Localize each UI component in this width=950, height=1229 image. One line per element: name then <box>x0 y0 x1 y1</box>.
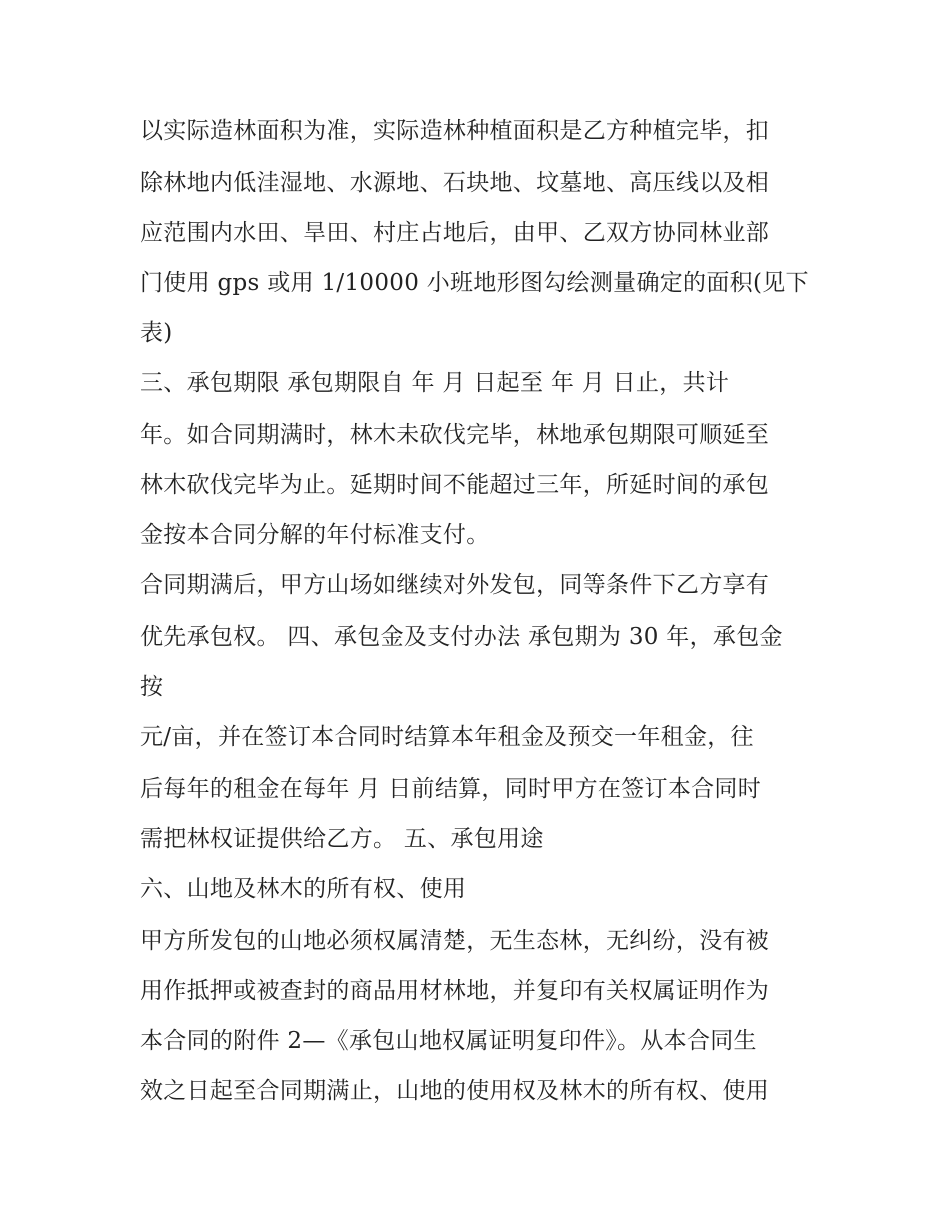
text-line: 门使用 gps 或用 1/10000 小班地形图勾绘测量确定的面积(见下 <box>140 270 809 296</box>
text-line: 元/亩，并在签订本合同时结算本年租金及预交一年租金，往 <box>140 724 754 750</box>
text-line: 表) <box>140 320 173 346</box>
text-line: 后每年的租金在每年 月 日前结算，同时甲方在签订本合同时 <box>140 776 762 802</box>
text-line: 六、山地及林木的所有权、使用 <box>140 876 467 902</box>
text-line: 年。如合同期满时，林木未砍伐完毕，林地承包期限可顺延至 <box>140 422 770 448</box>
text-line: 林木砍伐完毕为止。延期时间不能超过三年，所延时间的承包 <box>140 472 770 498</box>
text-line: 除林地内低洼湿地、水源地、石块地、坟墓地、高压线以及相 <box>140 170 770 196</box>
text-line: 优先承包权。 四、承包金及支付办法 承包期为 30 年，承包金 <box>140 624 783 650</box>
text-line: 按 <box>140 674 164 700</box>
text-line: 合同期满后，甲方山场如继续对外发包，同等条件下乙方享有 <box>140 572 770 598</box>
text-line: 效之日起至合同期满止，山地的使用权及林木的所有权、使用 <box>140 1078 770 1104</box>
text-line: 金按本合同分解的年付标准支付。 <box>140 522 490 548</box>
text-line: 用作抵押或被查封的商品用材林地，并复印有关权属证明作为 <box>140 978 770 1004</box>
text-line: 需把林权证提供给乙方。 五、承包用途 <box>140 826 544 852</box>
text-line: 应范围内水田、旱田、村庄占地后，由甲、乙双方协同林业部 <box>140 220 770 246</box>
text-line: 本合同的附件 2—《承包山地权属证明复印件》。从本合同生 <box>140 1028 757 1054</box>
text-line: 甲方所发包的山地必须权属清楚，无生态林，无纠纷，没有被 <box>140 928 770 954</box>
text-line: 三、承包期限 承包期限自 年 月 日起至 年 月 日止，共计 <box>140 370 730 396</box>
text-line: 以实际造林面积为准，实际造林种植面积是乙方种植完毕，扣 <box>140 118 770 144</box>
